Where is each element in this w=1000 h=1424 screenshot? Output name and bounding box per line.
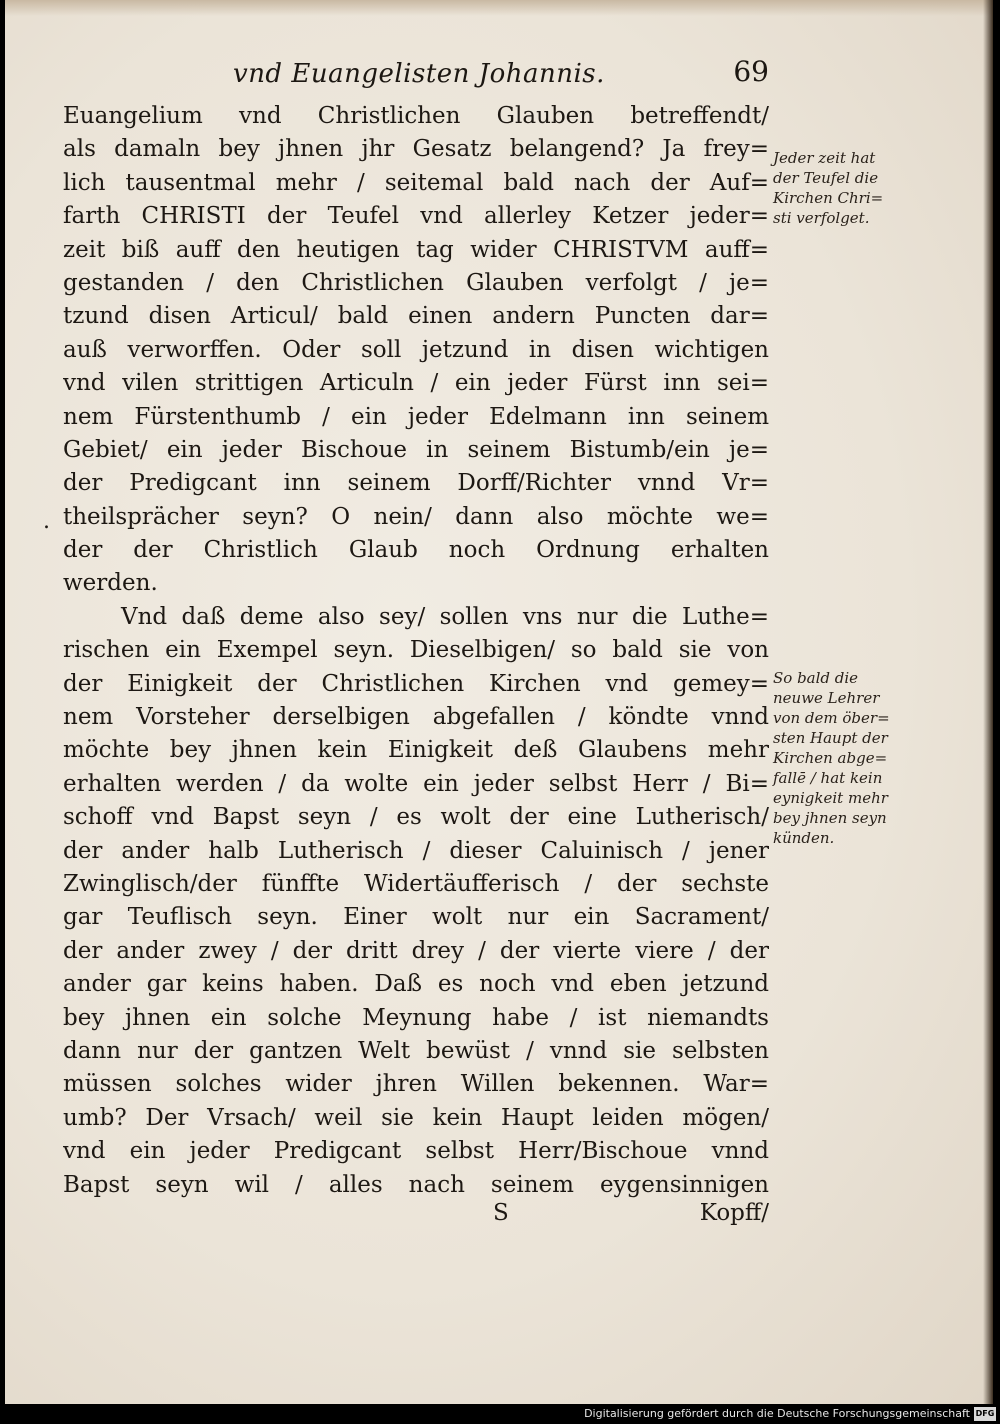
text-line: der der Christlich Glaub noch Ordnung erhalten — [63, 537, 769, 564]
running-head: vnd Euangelisten Johannis. — [233, 59, 605, 89]
text-line: auß verworffen. Oder soll jetzund in disen wichtigen — [63, 336, 769, 363]
marginal-note-line: sti verfolget. — [773, 209, 870, 227]
dfg-logo: DFG — [974, 1407, 996, 1421]
text-line: der ander zwey / der dritt drey / der vierte viere / der — [63, 937, 769, 964]
text-line: schoff vnd Bapst seyn / es wolt der eine Lutherisch/ — [63, 804, 769, 831]
marginal-note-line: Kirchen abge= — [773, 749, 888, 767]
text-line: möchte bey jhnen kein Einigkeit deß Glaubens mehr — [63, 737, 769, 764]
page-header — [63, 55, 769, 95]
text-line: werden. — [63, 570, 158, 597]
digitization-footer — [0, 1404, 1000, 1424]
text-line: nem Vorsteher derselbigen abgefallen / köndte vnnd — [63, 704, 769, 731]
marginal-note-line: künden. — [773, 829, 835, 847]
marginal-note-line: eynigkeit mehr — [773, 789, 888, 807]
text-line: farth CHRISTI der Teufel vnd allerley Ketzer jeder= — [63, 203, 769, 230]
text-line: dann nur der gantzen Welt bewüst / vnnd sie selbsten — [63, 1037, 769, 1064]
marginal-note-line: neuwe Lehrer — [773, 689, 880, 707]
text-line: Zwinglisch/der fünffte Widertäufferisch / der sechste — [63, 870, 769, 897]
catchword: Kopff/ — [699, 1200, 769, 1226]
marginal-note-line: bey jhnen seyn — [773, 809, 887, 827]
marginal-note-line: Kirchen Chri= — [773, 189, 884, 207]
text-line: gar Teuflisch seyn. Einer wolt nur ein Sacrament/ — [63, 904, 769, 931]
text-line: der Einigkeit der Christlichen Kirchen vnd gemey= — [63, 670, 769, 697]
text-line: vnd ein jeder Predigcant selbst Herr/Bischoue vnnd — [63, 1138, 769, 1165]
page-right-edge — [983, 0, 993, 1404]
text-line: tzund disen Articul/ bald einen andern Puncten dar= — [63, 303, 769, 330]
page-top-edge — [5, 0, 993, 16]
text-line: umb? Der Vrsach/ weil sie kein Haupt leiden mögen/ — [63, 1104, 769, 1131]
text-line: der ander halb Lutherisch / dieser Caluinisch / jener — [63, 837, 769, 864]
text-line: Euangelium vnd Christlichen Glauben betreffendt/ — [63, 103, 769, 129]
text-line: vnd vilen strittigen Articuln / ein jeder Fürst inn sei= — [63, 370, 769, 397]
text-line: nem Fürstenthumb / ein jeder Edelmann inn seinem — [63, 403, 769, 430]
text-line: als damaln bey jhnen jhr Gesatz belangend? Ja frey= — [63, 136, 769, 163]
text-line: ander gar keins haben. Daß es noch vnd eben jetzund — [63, 971, 769, 998]
marginal-note — [773, 668, 890, 848]
text-line: Gebiet/ ein jeder Bischoue in seinem Bistumb/ein je= — [63, 436, 769, 463]
text-line: müssen solches wider jhren Willen bekennen. War= — [63, 1071, 769, 1098]
margin-dot: . — [43, 509, 50, 534]
marginal-note-line: So bald die — [773, 669, 859, 687]
marginal-note-line: sten Haupt der — [773, 729, 888, 747]
text-line: bey jhnen ein solche Meynung habe / ist niemandts — [63, 1004, 769, 1031]
marginal-note-line: fallē / hat kein — [773, 769, 883, 787]
text-line: der Predigcant inn seinem Dorff/Richter vnnd Vr= — [63, 470, 769, 497]
text-line: rischen ein Exempel seyn. Dieselbigen/ so bald sie von — [63, 637, 769, 664]
page-number: 69 — [733, 55, 769, 88]
signature-mark: S — [493, 1200, 509, 1226]
text-line: erhalten werden / da wolte ein jeder selbst Herr / Bi= — [63, 770, 769, 797]
page-foot — [63, 1200, 769, 1234]
main-text-block — [63, 100, 769, 1202]
marginal-note-line: der Teufel die — [773, 169, 879, 187]
marginal-note — [773, 148, 883, 228]
text-line: Vnd daß deme also sey/ sollen vns nur die Luthe= — [121, 603, 769, 630]
text-line: theilsprächer seyn? O nein/ dann also möchte we= — [63, 503, 769, 530]
funding-credit: Digitalisierung gefördert durch die Deutsche Forschungsgemeinschaft — [584, 1407, 970, 1420]
text-line: lich tausentmal mehr / seitemal bald nach der Auf= — [63, 169, 769, 196]
book-page — [5, 0, 993, 1404]
text-line: gestanden / den Christlichen Glauben verfolgt / je= — [63, 269, 769, 296]
text-line: Bapst seyn wil / alles nach seinem eygensinnigen — [63, 1171, 769, 1198]
marginal-note-line: von dem öber= — [773, 709, 890, 727]
text-line: zeit biß auff den heutigen tag wider CHRISTVM auff= — [63, 236, 769, 263]
marginal-note-line: Jeder zeit hat — [773, 149, 876, 167]
